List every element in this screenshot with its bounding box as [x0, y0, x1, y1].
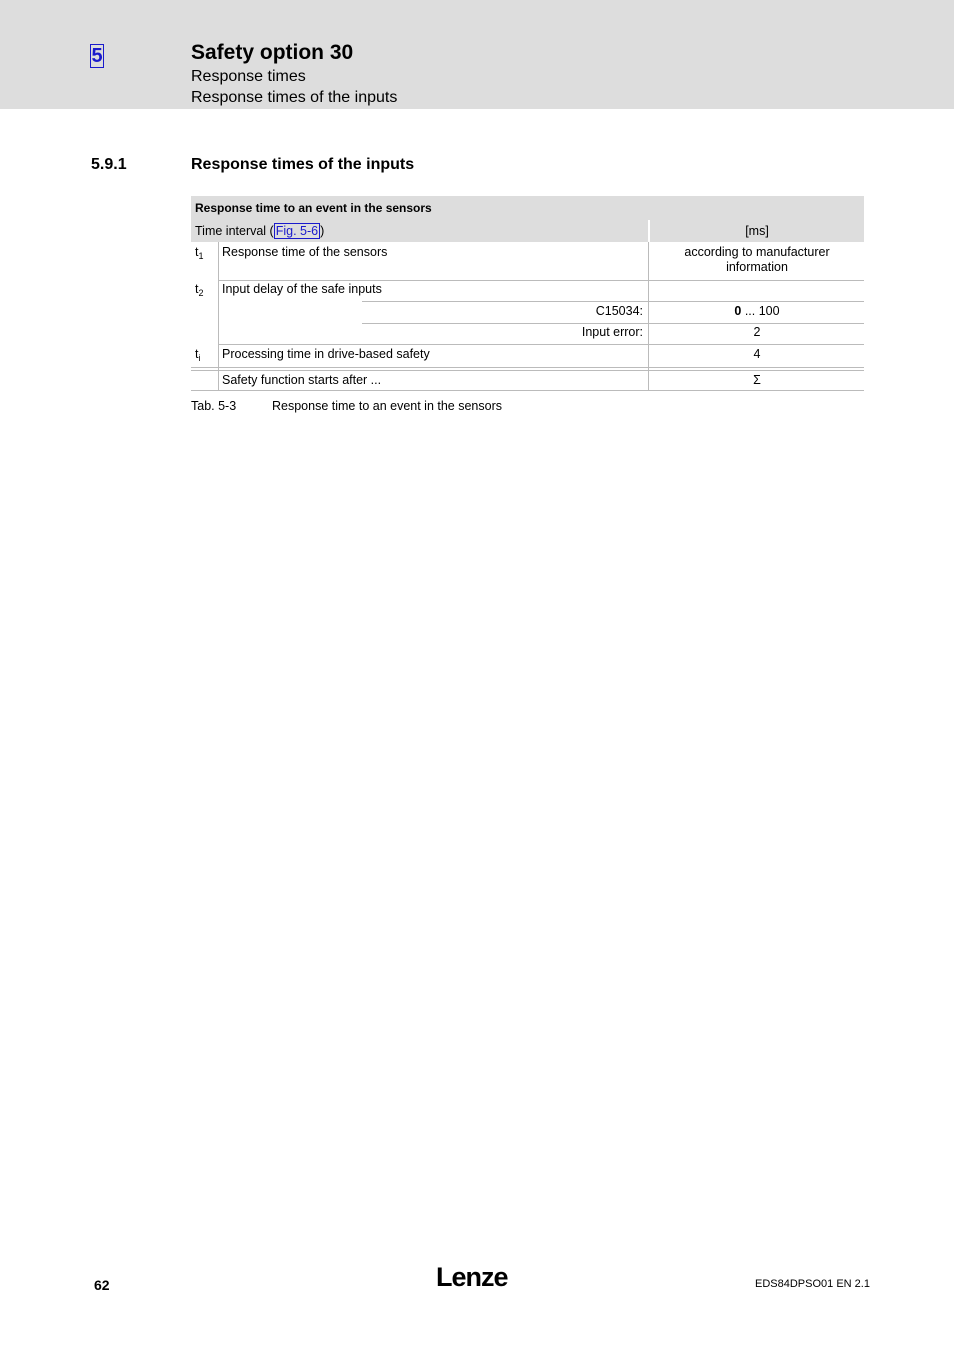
input-error-label: Input error: [581, 325, 643, 339]
column-header-suffix: ) [320, 224, 325, 238]
row-divider [191, 370, 864, 371]
chapter-number-link[interactable]: 5 [91, 45, 103, 67]
row-divider [218, 344, 864, 345]
label-input-delay: Input delay of the safe inputs [222, 282, 382, 296]
table-title: Response time to an event in the sensors [195, 201, 432, 215]
input-error-value: 2 [753, 325, 761, 339]
column-header-unit [650, 220, 864, 242]
param-c15034-label: C15034: [595, 304, 643, 318]
row-divider [362, 301, 864, 302]
chapter-title: Safety option 30 [191, 41, 354, 64]
symbol-t2: $t_2$ [195, 282, 204, 298]
symbol-t1: $t_1$ [195, 245, 204, 261]
label-response-sensors: Response time of the sensors [222, 245, 388, 259]
row-divider [191, 367, 864, 368]
row-divider [362, 323, 864, 324]
document-id: EDS84DPSO01 EN 2.1 [755, 1278, 870, 1290]
param-c15034-value: 0 ... 100 [734, 304, 780, 318]
page-number: 62 [94, 1277, 110, 1293]
row-divider [191, 390, 864, 391]
value-manufacturer-info: according to manufacturer information [684, 245, 830, 274]
header-band [0, 0, 954, 109]
label-safety-function-start: Safety function starts after ... [222, 373, 382, 387]
sum-value: Σ [753, 373, 761, 387]
section-number: 5.9.1 [91, 156, 127, 173]
section-title: Response times of the inputs [191, 156, 415, 173]
symbol-ti: $t_i$ [195, 347, 201, 363]
table-caption-number: Tab. 5-3 [191, 399, 237, 413]
header-divider [648, 220, 650, 242]
column-divider [648, 242, 649, 390]
figure-link[interactable]: Fig. 5-6 [275, 224, 319, 238]
table-caption-text: Response time to an event in the sensors [272, 399, 502, 413]
column-divider [218, 242, 219, 390]
section-subtitle: Response times of the inputs [191, 89, 398, 106]
unit-header: [ms] [745, 224, 769, 238]
processing-time-value: 4 [753, 347, 761, 361]
label-processing-time: Processing time in drive-based safety [222, 347, 430, 361]
lenze-logo: Lenze [436, 1262, 508, 1292]
column-header-interval [191, 220, 648, 242]
row-divider [218, 280, 864, 281]
chapter-subtitle: Response times [191, 68, 306, 85]
column-header-label: Time interval ( [195, 224, 274, 238]
table-title-row [191, 196, 864, 220]
